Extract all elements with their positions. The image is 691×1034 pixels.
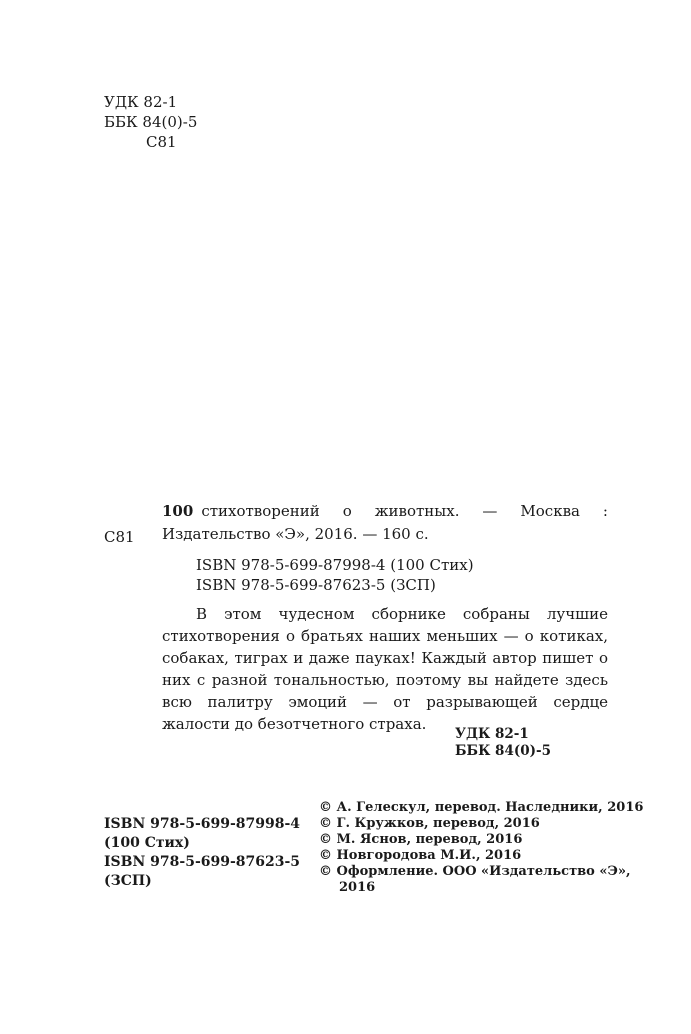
- isbn-bold-line: ISBN 978-5-699-87998-4: [104, 816, 301, 832]
- title-rest: стихотворений о животных. — Москва :: [201, 502, 608, 520]
- annotation-paragraph: В этом чудесном сборнике собраны лучшие стихотворения о братьях наших меньших — о котиках, собаках, тиграх и даже пауках! Каждый автор пишет о них с разной тональностью, поэтому вы найдете здесь всю палитру эмоций — от разрывающей сердце жалости до безотчетного страха.: [162, 605, 608, 733]
- title-line-2: Издательство «Э», 2016. — 160 с.: [162, 524, 429, 543]
- author-mark: С81: [104, 528, 135, 546]
- udk-code-bottom: УДК 82-1: [455, 726, 529, 742]
- copyright-line: © Новгородова М.И., 2016: [319, 848, 522, 863]
- bottom-classification-codes: [455, 726, 551, 760]
- isbn-bold-line: (ЗСП): [104, 873, 152, 889]
- copyright-block: [319, 800, 643, 896]
- copyright-line: © Оформление. ООО «Издательство «Э»,: [319, 864, 631, 879]
- isbn-line: ISBN 978-5-699-87998-4 (100 Стих): [196, 556, 474, 574]
- isbn-bold-line: (100 Стих): [104, 835, 190, 851]
- bbk-code: ББК 84(0)-5: [104, 113, 198, 131]
- copyright-line-continuation: 2016: [339, 880, 376, 895]
- isbn-line: ISBN 978-5-699-87623-5 (ЗСП): [196, 576, 436, 594]
- isbn-list: [196, 555, 474, 595]
- copyright-line: © Г. Кружков, перевод, 2016: [319, 816, 540, 831]
- title-line-1: [162, 500, 608, 523]
- bibliographic-title: [162, 500, 608, 545]
- top-classification-codes: [104, 92, 197, 152]
- author-mark-top: С81: [146, 133, 177, 151]
- copyright-line: © М. Яснов, перевод, 2016: [319, 832, 523, 847]
- bbk-code-bottom: ББК 84(0)-5: [455, 743, 552, 759]
- isbn-bold-block: [104, 815, 300, 891]
- udk-code: УДК 82-1: [104, 93, 178, 111]
- title-number: 100: [162, 502, 194, 520]
- copyright-line: © А. Гелескул, перевод. Наследники, 2016: [319, 800, 644, 815]
- isbn-bold-line: ISBN 978-5-699-87623-5: [104, 854, 301, 870]
